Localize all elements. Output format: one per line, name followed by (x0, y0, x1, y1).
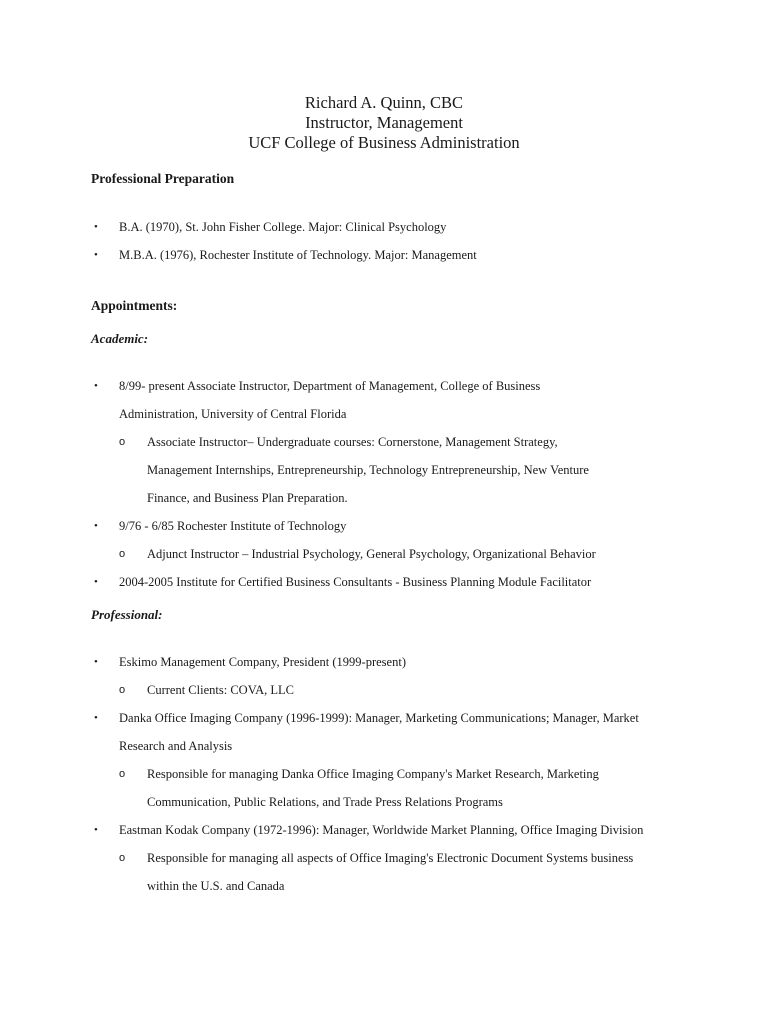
circle-bullet-icon: o (119, 548, 126, 560)
section-title-preparation: Professional Preparation (91, 171, 235, 186)
sub-list-item-text: Management Internships, Entrepreneurship, Technology Entrepreneurship, New Venture (147, 463, 589, 477)
sub-list-item-text: within the U.S. and Canada (147, 879, 285, 893)
circle-bullet-icon: o (119, 852, 126, 864)
list-item-text: Administration, University of Central Florida (119, 407, 347, 421)
sub-list-item-text: Associate Instructor– Undergraduate courses: Cornerstone, Management Strategy, (147, 435, 558, 449)
subsection-title-professional: Professional: (91, 607, 163, 622)
sub-list-item-text: Current Clients: COVA, LLC (147, 683, 294, 697)
list-item-text: M.B.A. (1976), Rochester Institute of Technology. Major: Management (119, 248, 477, 262)
list-item-text: Danka Office Imaging Company (1996-1999): Manager, Marketing Communications; Manager, Market (119, 711, 639, 725)
bullet-icon: • (94, 221, 98, 233)
sub-list-item-text: Finance, and Business Plan Preparation. (147, 491, 348, 505)
list-item-text: 8/99- present Associate Instructor, Department of Management, College of Business (119, 379, 541, 393)
person-title: Instructor, Management (305, 113, 463, 132)
list-item-text: 9/76 - 6/85 Rochester Institute of Technology (119, 519, 347, 533)
bullet-icon: • (94, 576, 98, 588)
circle-bullet-icon: o (119, 684, 126, 696)
sub-list-item-text: Adjunct Instructor – Industrial Psychology, General Psychology, Organizational Behavior (147, 547, 596, 561)
person-institution: UCF College of Business Administration (248, 133, 520, 152)
bullet-icon: • (94, 380, 98, 392)
subsection-title-academic: Academic: (91, 331, 149, 346)
list-item-text: 2004-2005 Institute for Certified Business Consultants - Business Planning Module Facilitator (119, 575, 592, 589)
bullet-icon: • (94, 656, 98, 668)
list-item-text: B.A. (1970), St. John Fisher College. Major: Clinical Psychology (119, 220, 447, 234)
sub-list-item-text: Communication, Public Relations, and Trade Press Relations Programs (147, 795, 503, 809)
list-item-text: Research and Analysis (119, 739, 233, 753)
bullet-icon: • (94, 824, 98, 836)
bullet-icon: • (94, 520, 98, 532)
bullet-icon: • (94, 712, 98, 724)
section-title-appointments: Appointments: (91, 298, 178, 313)
list-item-text: Eskimo Management Company, President (1999-present) (119, 655, 406, 669)
sub-list-item-text: Responsible for managing Danka Office Imaging Company's Market Research, Marketing (147, 767, 599, 781)
circle-bullet-icon: o (119, 768, 126, 780)
circle-bullet-icon: o (119, 436, 126, 448)
list-item-text: Eastman Kodak Company (1972-1996): Manager, Worldwide Market Planning, Office Imaging Division (119, 823, 644, 837)
bullet-icon: • (94, 249, 98, 261)
person-name: Richard A. Quinn, CBC (304, 93, 464, 112)
resume-header (0, 93, 768, 153)
sub-list-item-text: Responsible for managing all aspects of Office Imaging's Electronic Document Systems business (147, 851, 634, 865)
